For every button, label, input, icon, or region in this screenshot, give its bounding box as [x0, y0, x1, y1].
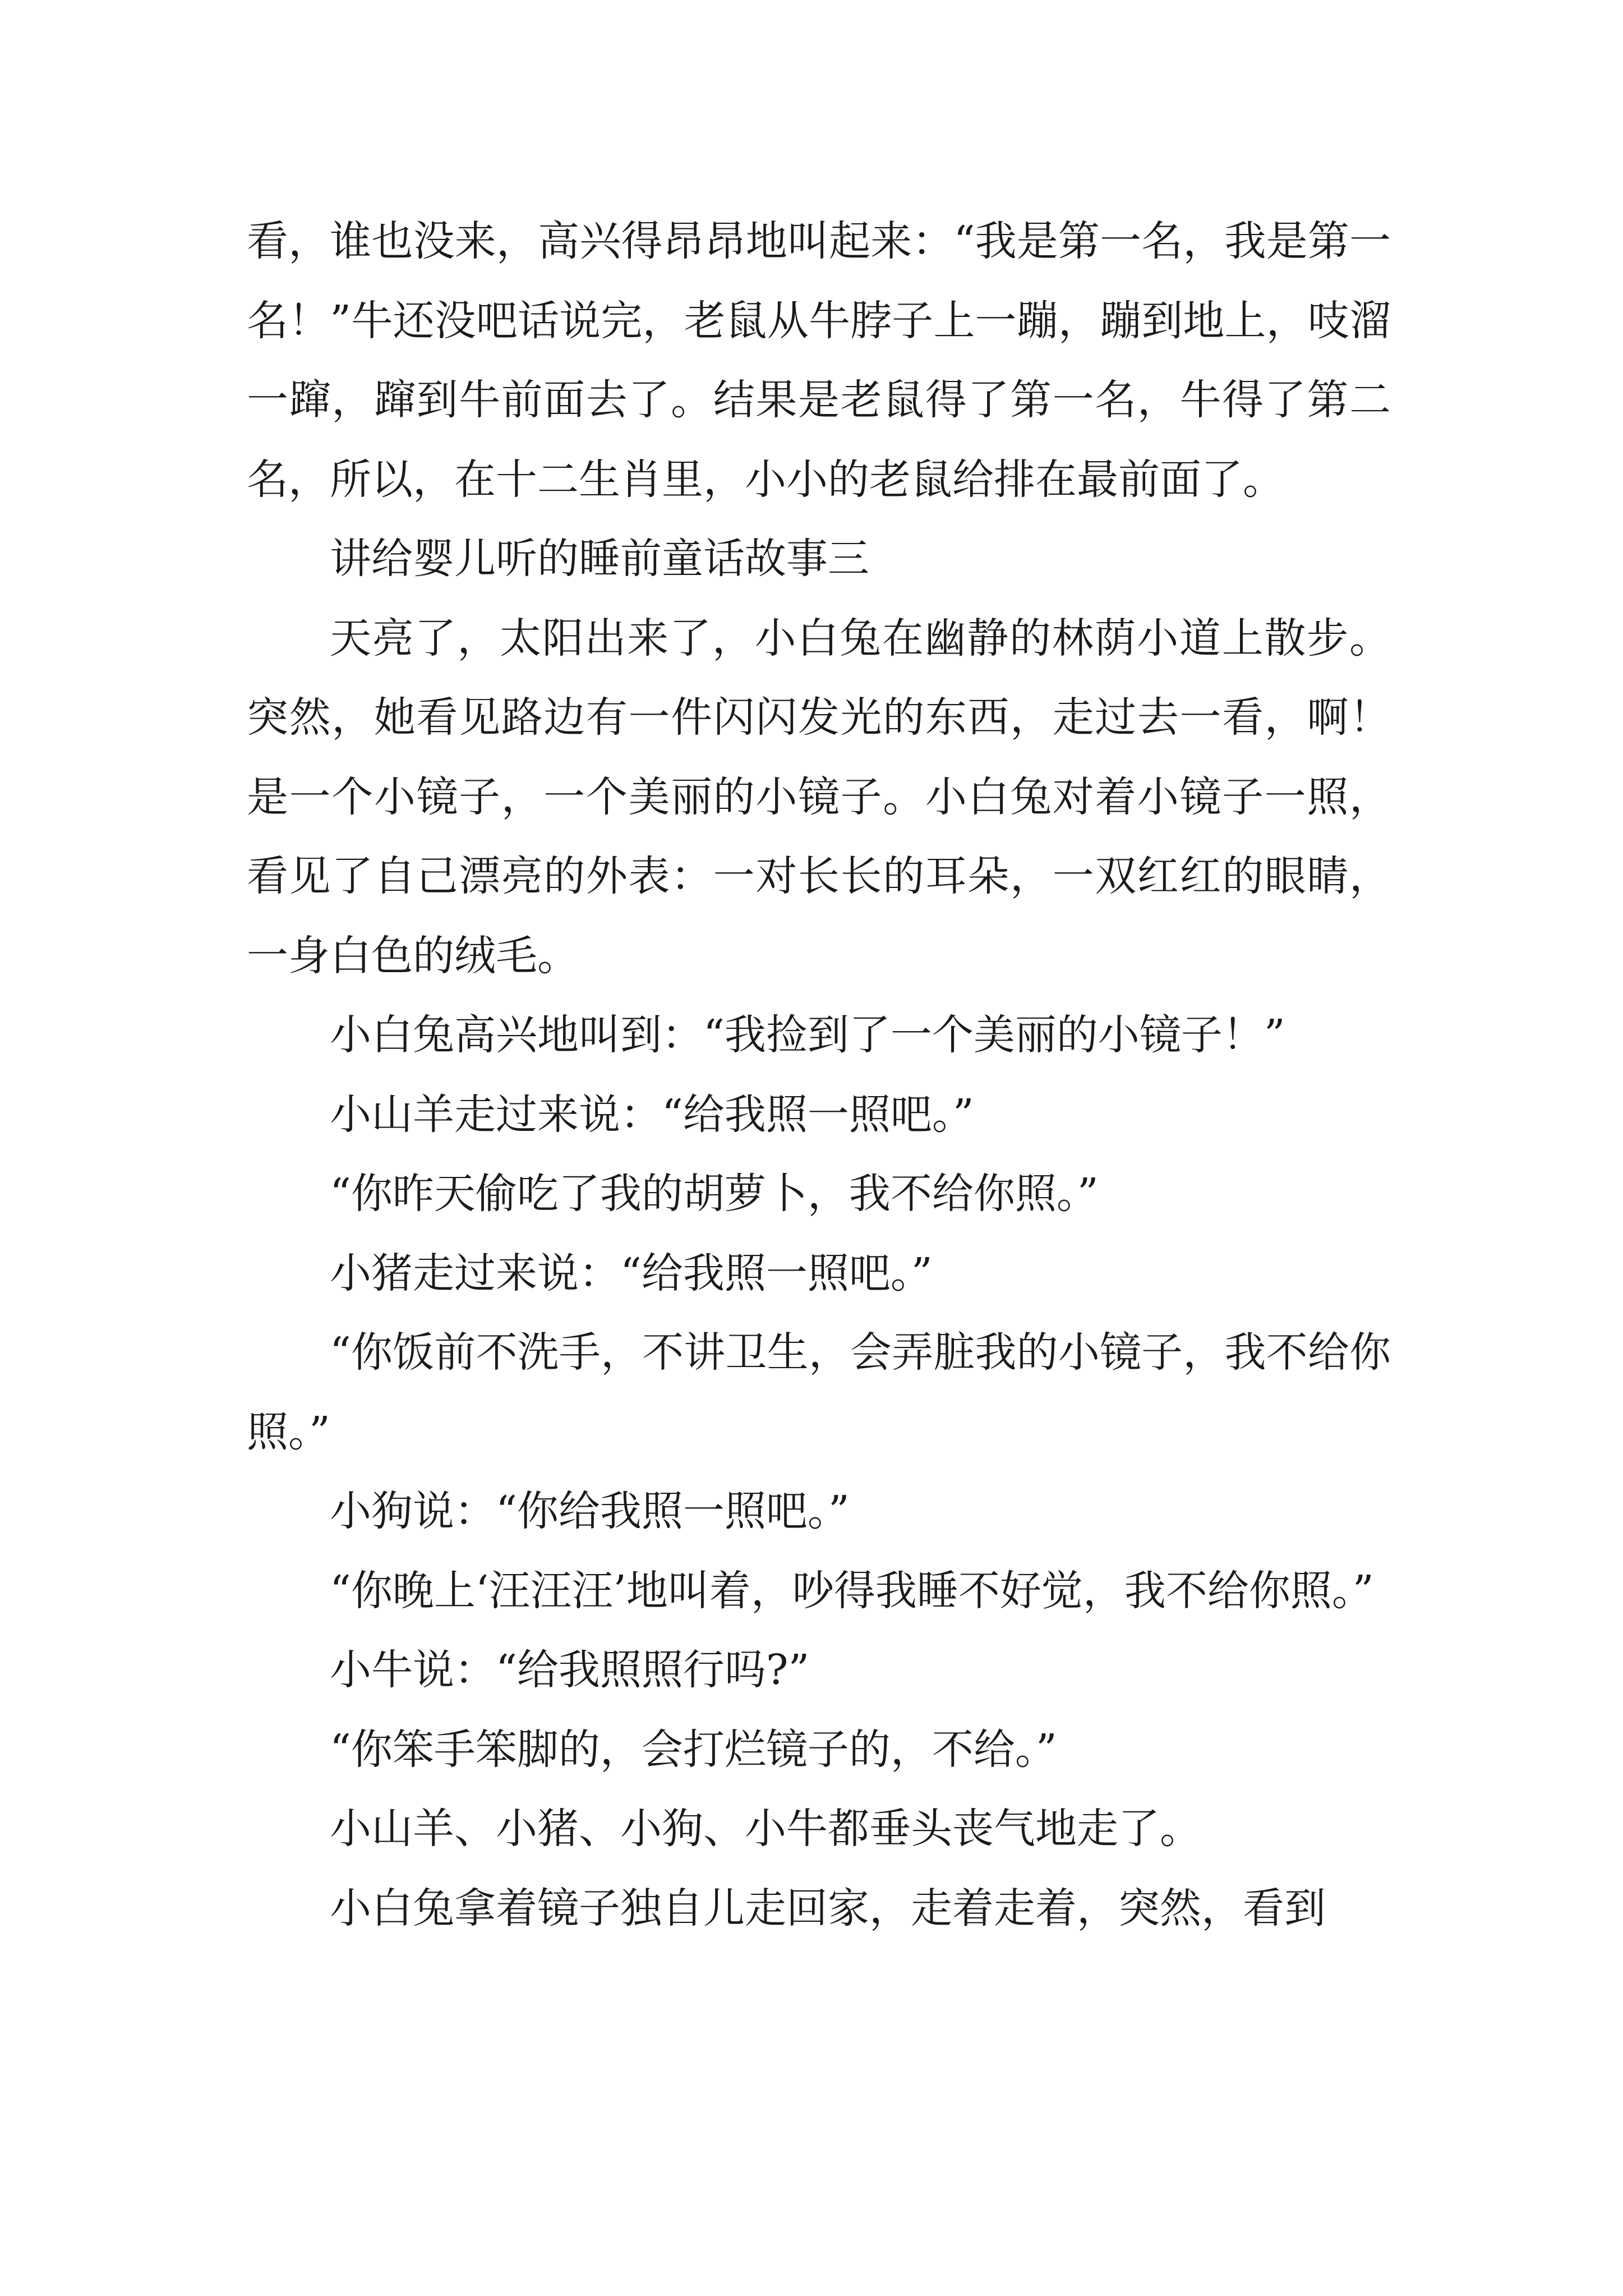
body-text — [247, 202, 1391, 1948]
paragraph: 小白兔高兴地叫到：“我捡到了一个美丽的小镜子！” — [330, 1011, 1285, 1059]
paragraph: 小牛说：“给我照照行吗?” — [330, 1646, 810, 1694]
paragraph: “你笨手笨脚的，会打烂镜子的，不给。” — [330, 1725, 1057, 1774]
paragraph-continuation: 看，谁也没来，高兴得昂昂地叫起来：“我是第一名，我是第一名！”牛还没吧话说完，老鼠从牛脖子上一蹦，蹦到地上，吱溜一蹿，蹿到牛前面去了。结果是老鼠得了第一名，牛得了第二名，所以，在十二生肖里，小小的老鼠给排在最前面了。 — [247, 217, 1391, 504]
paragraph: 小狗说：“你给我照一照吧。” — [330, 1487, 850, 1535]
paragraph: 小山羊走过来说：“给我照一照吧。” — [330, 1090, 974, 1139]
paragraph: “你饭前不洗手，不讲卫生，会弄脏我的小镜子，我不给你照。” — [247, 1328, 1391, 1456]
paragraph: 小猪走过来说：“给我照一照吧。” — [330, 1249, 933, 1297]
section-heading: 讲给婴儿听的睡前童话故事三 — [330, 535, 869, 583]
paragraph: “你晚上‘汪汪汪’地叫着，吵得我睡不好觉，我不给你照。” — [330, 1566, 1374, 1615]
paragraph: “你昨天偷吃了我的胡萝卜，我不给你照。” — [330, 1170, 1099, 1218]
paragraph: 小山羊、小猪、小狗、小牛都垂头丧气地走了。 — [330, 1805, 1201, 1853]
paragraph: 小白兔拿着镜子独自儿走回家，走着走着，突然，看到 — [330, 1884, 1326, 1932]
paragraph: 天亮了，太阳出来了，小白兔在幽静的林荫小道上散步。突然，她看见路边有一件闪闪发光的东西，走过去一看，啊！是一个小镜子，一个美丽的小镜子。小白兔对着小镜子一照，看见了自己漂亮的外表：一对长长的耳朵，一双红红的眼睛，一身白色的绒毛。 — [247, 614, 1391, 980]
